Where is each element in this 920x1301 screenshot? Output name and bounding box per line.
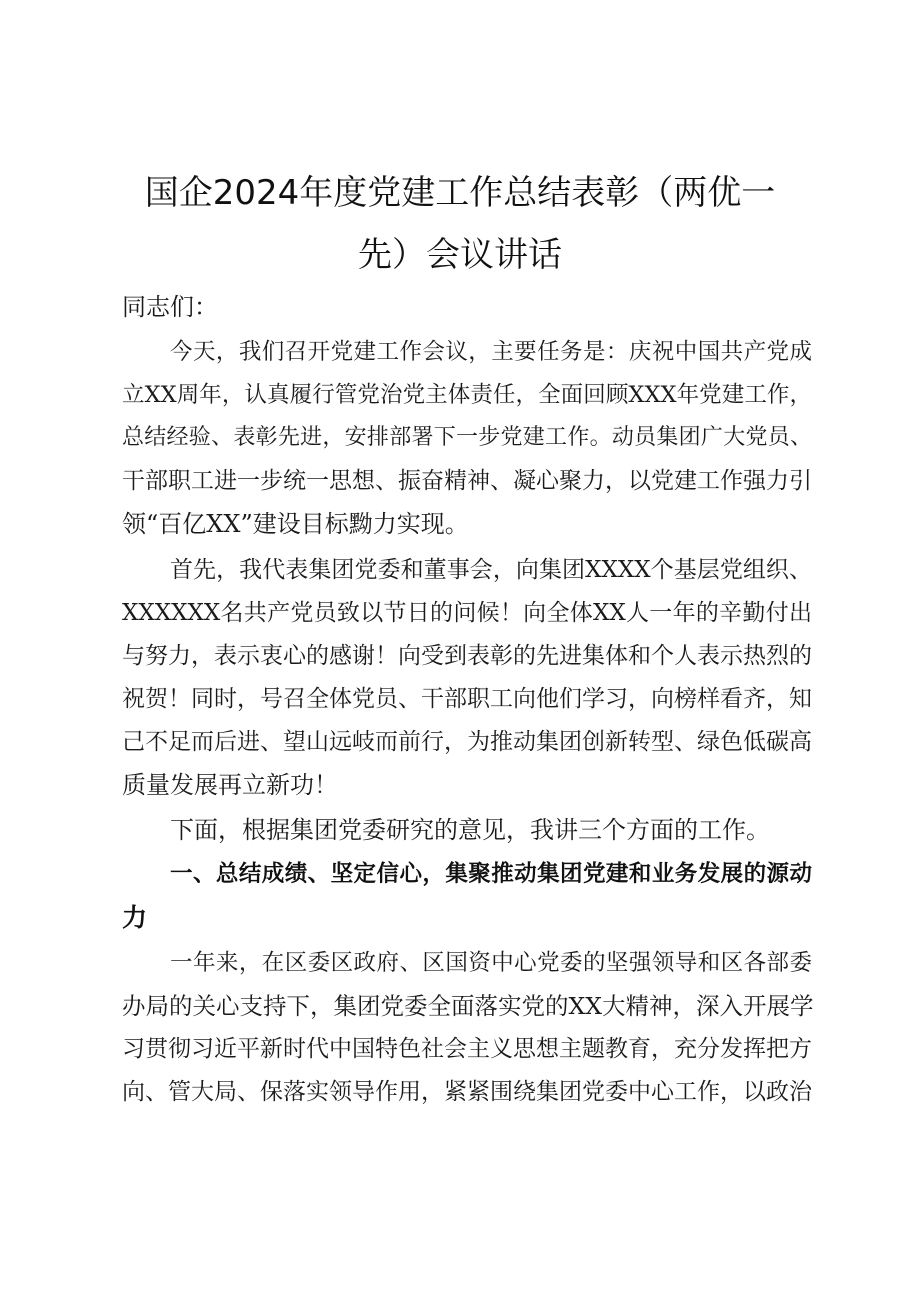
paragraph-1-line-1: 今天，我们召开党建工作会议，主要任务是：庆祝中国共产党成 [170, 339, 812, 365]
paragraph-1-line-2: 立XX周年，认真履行管党治党主体责任，全面回顾XXX年党建工作， [122, 382, 812, 408]
paragraph-2-line-5: 己不足而后进、望山远岐而前行，为推动集团创新转型、绿色低碳高 [122, 729, 812, 755]
paragraph-1-line-4: 干部职工进一步统一思想、振奋精神、凝心聚力，以党建工作强力引 [122, 468, 812, 494]
section-heading-line-1: 一、总结成绩、坚定信心，集聚推动集团党建和业务发展的源动 [170, 861, 812, 887]
paragraph-1-line-3: 总结经验、表彰先进，安排部署下一步党建工作。动员集团广大党员、 [122, 425, 812, 450]
section-heading-line-2: 力 [122, 903, 148, 932]
document-title-line-1: 国企2024年度党建工作总结表彰（两优一 [144, 173, 776, 213]
paragraph-2-line-3: 与努力，表示衷心的感谢！向受到表彰的先进集体和个人表示热烈的 [122, 643, 812, 669]
paragraph-3-line-1: 下面，根据集团党委研究的意见，我讲三个方面的工作。 [170, 816, 770, 844]
paragraph-1-line-5: 领“百亿XX”建设目标黝力实现。 [122, 510, 469, 538]
paragraph-2-line-2: XXXXXX名共产党员致以节日的问候！向全体XX人一年的辛勤付出 [122, 600, 812, 626]
section-paragraph-line-3: 习贯彻习近平新时代中国特色社会主义思想主题教育，充分发挥把方 [122, 1036, 812, 1062]
document-title-line-2: 先）会议讲话 [358, 235, 562, 275]
section-paragraph-line-2: 办局的关心支持下，集团党委全面落实党的XX大精神，深入开展学 [122, 992, 814, 1020]
paragraph-2-line-6: 质量发展再立新功！ [122, 771, 338, 799]
paragraph-2-line-1: 首先，我代表集团党委和董事会，向集团XXXX个基层党组织、 [170, 557, 812, 583]
section-paragraph-line-1: 一年来，在区委区政府、区国资中心党委的坚强领导和区各部委 [170, 950, 812, 976]
paragraph-2-line-4: 祝贺！同时，号召全体党员、干部职工向他们学习，向榜样看齐，知 [122, 686, 812, 712]
salutation: 同志们： [122, 293, 218, 321]
section-paragraph-line-4: 向、管大局、保落实领导作用，紧紧围绕集团党委中心工作，以政治 [122, 1079, 812, 1105]
